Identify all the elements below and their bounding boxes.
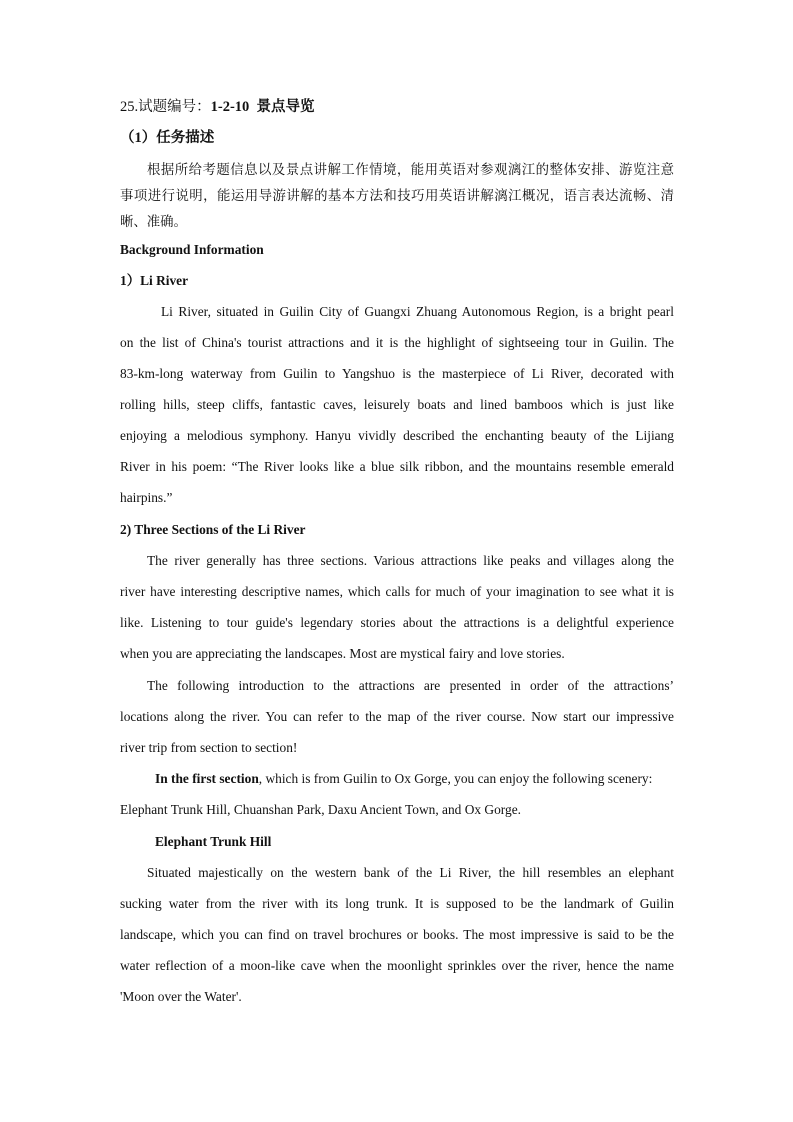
- s1-line-2: on the list of China's tourist attractions and it is the highlight of sightseeing tour in Guilin. The: [120, 335, 674, 350]
- s2-p2-line-1: The following introduction to the attractions are presented in order of the attractions’: [147, 678, 674, 693]
- s2-p1-line-2: river have interesting descriptive names, which calls for much of your imagination to see what it is: [120, 584, 674, 599]
- first-section-line-2: Elephant Trunk Hill, Chuanshan Park, Daxu Ancient Town, and Ox Gorge.: [120, 802, 521, 817]
- s1-line-1: Li River, situated in Guilin City of Guangxi Zhuang Autonomous Region, is a bright pearl: [161, 304, 674, 319]
- s1-line-4: rolling hills, steep cliffs, fantastic caves, leisurely boats and lined bamboos which is just like: [120, 397, 674, 412]
- section-1-heading: 1）Li River: [120, 273, 189, 288]
- task-line-1: 根据所给考题信息以及景点讲解工作情境，能用英语对参观漓江的整体安排、游览注意: [147, 162, 674, 177]
- s2-p2-line-3: river trip from section to section!: [120, 740, 298, 755]
- s1-line-7: hairpins.”: [120, 490, 173, 505]
- s2-p1-line-1: The river generally has three sections. Various attractions like peaks and villages along the: [147, 553, 674, 568]
- s2-p1-line-4: when you are appreciating the landscapes. Most are mystical fairy and love stories.: [120, 646, 565, 661]
- eth-line-3: landscape, which you can find on travel brochures or books. The most impressive is said to be the: [120, 927, 674, 942]
- s2-p2-line-2: locations along the river. You can refer to the map of the river course. Now start our impressive: [120, 709, 674, 724]
- s1-line-6: River in his poem: “The River looks like a blue silk ribbon, and the mountains resemble emerald: [120, 459, 674, 474]
- task-line-3: 晰、准确。: [120, 214, 187, 229]
- task-heading: （1）任务描述: [120, 130, 215, 146]
- eth-line-5: 'Moon over the Water'.: [120, 989, 242, 1004]
- section-2-heading: 2) Three Sections of the Li River: [120, 522, 306, 537]
- first-section-rest: , which is from Guilin to Ox Gorge, you can enjoy the following scenery:: [258, 771, 653, 786]
- background-heading: Background Information: [120, 242, 264, 257]
- s2-p1-line-3: like. Listening to tour guide's legendary stories about the attractions is a delightful experience: [120, 615, 674, 630]
- first-section-line-1: [155, 771, 652, 787]
- s1-line-3: 83-km-long waterway from Guilin to Yangshuo is the masterpiece of Li River, decorated with: [120, 366, 674, 381]
- task-line-2: 事项进行说明，能运用导游讲解的基本方法和技巧用英语讲解漓江概况，语言表达流畅、清: [120, 188, 674, 203]
- eth-line-4: water reflection of a moon-like cave when the moonlight sprinkles over the river, hence the name: [120, 958, 674, 973]
- title-code: 1-2-10: [210, 99, 250, 115]
- title-name: 景点导览: [256, 99, 315, 115]
- elephant-trunk-hill-heading: Elephant Trunk Hill: [155, 834, 272, 849]
- eth-line-1: Situated majestically on the western bank of the Li River, the hill resembles an elephant: [147, 865, 674, 880]
- first-section-bold: In the first section: [155, 771, 259, 786]
- title-prefix: 25.试题编号：: [120, 99, 211, 115]
- s1-line-5: enjoying a melodious symphony. Hanyu vividly described the enchanting beauty of the Lijiang: [120, 428, 674, 443]
- eth-line-2: sucking water from the river with its long trunk. It is supposed to be the landmark of Guilin: [120, 896, 674, 911]
- question-title: [120, 99, 315, 115]
